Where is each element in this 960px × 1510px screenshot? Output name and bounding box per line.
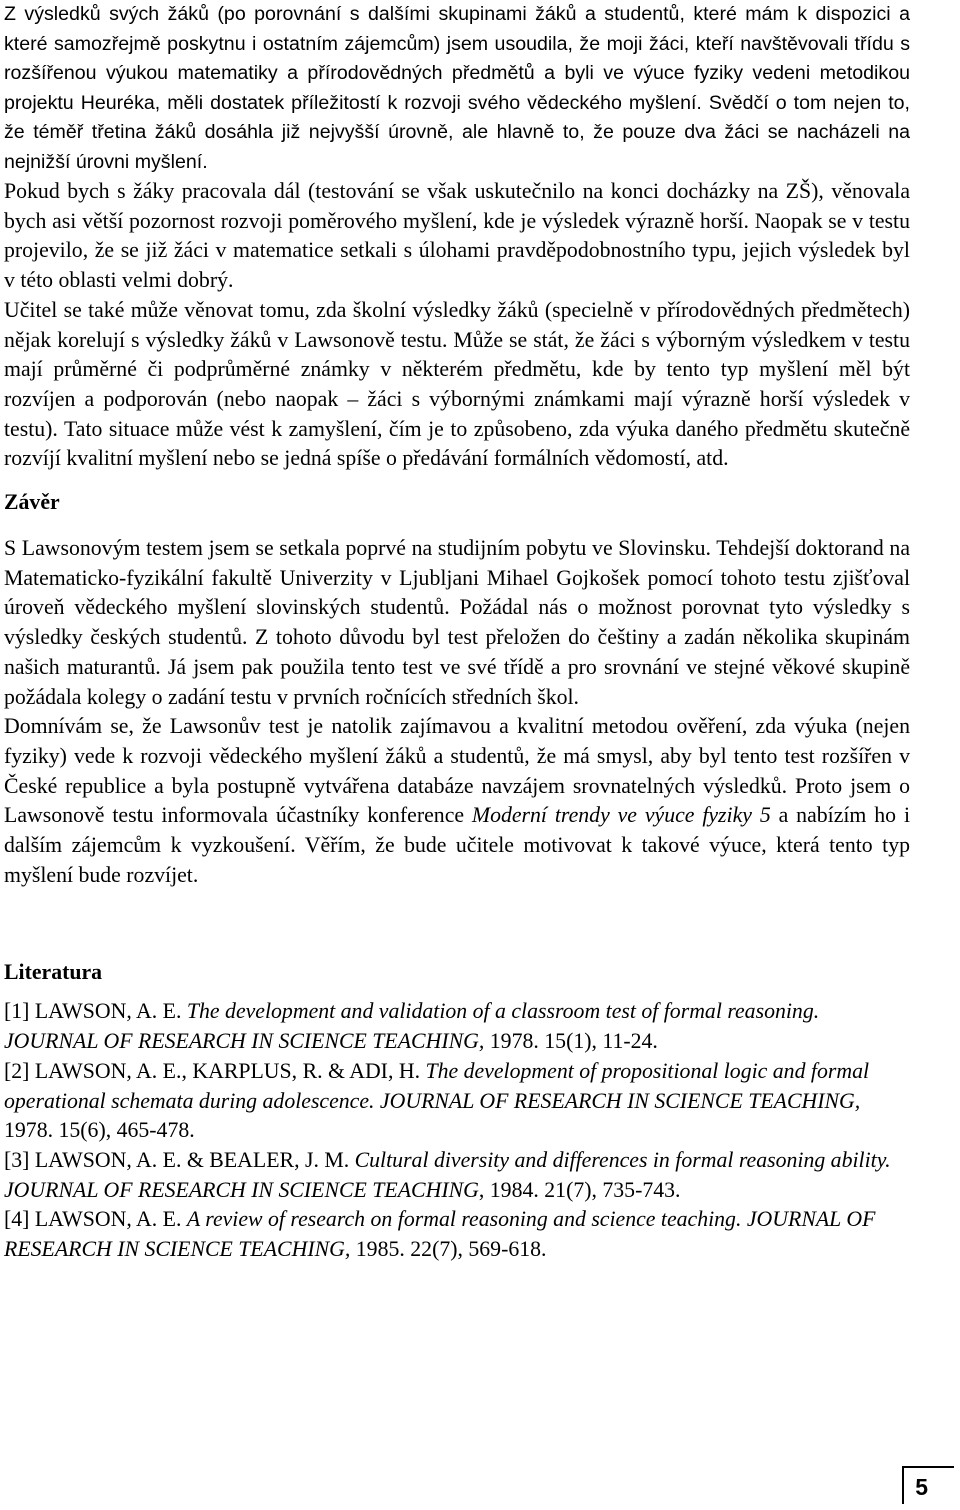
page-number: 5: [902, 1466, 954, 1504]
reference-4-title: A review of research on formal reasoning and science teaching. JOURNAL OF RESEARCH IN SCIENCE TEACHING,: [4, 1207, 876, 1262]
reference-4-details: 1985. 22(7), 569-618.: [350, 1237, 547, 1262]
reference-3-authors: [3] LAWSON, A. E. & BEALER, J. M.: [4, 1147, 355, 1172]
paragraph-conclusion-2: [4, 712, 910, 890]
reference-3-title: Cultural diversity and differences in formal reasoning ability. JOURNAL OF RESEARCH IN SCIENCE TEACHING: [4, 1147, 891, 1202]
paragraph-conclusion-2-part-1: Domnívám se, že Lawsonův test je natolik zajímavou a kvalitní metodou ověření, zda výuka (nejen fyziky) vede k rozvoji vědeckého myšlení žáků a studentů, že má smysl, aby byl tento test rozšířen v České republice a byla postupně vytvářena databáze navzájem srovnatelných výsledků. Proto jsem o Lawsonově testu informovala účastníky konference: [4, 714, 910, 828]
reference-1-title: The development and validation of a classroom test of formal reasoning. JOURNAL OF RESEARCH IN SCIENCE TEACHING,: [4, 999, 820, 1054]
reference-1: [4, 997, 910, 1056]
paragraph-conclusion-2-part-2: a nabízím ho i dalším zájemcům k vyzkoušení. Věřím, že bude učitele motivovat k takové výuce, která tento typ myšlení bude rozvíjet.: [4, 803, 910, 887]
paragraph-results-part-1: Z výsledků svých žáků (po porovnání s dalšími skupinami žáků a studentů, které mám k dispozici a které samozřejmě poskytnu i ostatním zájemcům) jsem usoudila, že moji žáci, kteří navštěvovali třídu s rozšířenou výukou matematiky a přírodovědných předmětů a byli ve výuce fyziky vedeni metodikou projektu Heuréka, měli dostatek příležitostí k rozvoji svého vědeckého myšlení.: [4, 3, 910, 114]
literature-heading: Literatura: [4, 960, 103, 985]
conference-name: Moderní trendy ve výuce fyziky 5: [471, 803, 771, 828]
reference-3-details: , 1984. 21(7), 735-743.: [478, 1177, 681, 1202]
page: [4, 0, 910, 1265]
reference-2: [4, 1057, 910, 1146]
conclusion-heading: Závěr: [4, 490, 60, 515]
reference-2-authors: [2] LAWSON, A. E., KARPLUS, R. & ADI, H.: [4, 1058, 426, 1083]
reference-3: [4, 1146, 910, 1205]
paragraph-results-part-2: Svědčí o tom nejen to, že téměř třetina žáků dosáhla již nejvyšší úrovně, ale hlavně to, že pouze dva žáci se nacházeli na nejnižší úrovni myšlení.: [4, 91, 911, 173]
reference-4-authors: [4] LAWSON, A. E.: [4, 1207, 187, 1232]
reference-4: [4, 1205, 910, 1264]
reference-1-authors: [1] LAWSON, A. E.: [4, 999, 187, 1024]
reference-1-details: 1978. 15(1), 11-24.: [484, 1029, 658, 1054]
reference-2-title: The development of propositional logic and formal operational schemata during adolescence. JOURNAL OF RESEARCH IN SCIENCE TEACHING,: [4, 1058, 870, 1113]
reference-list: [4, 997, 910, 1264]
paragraph-further-work-part-2: Naopak se v testu projevilo, že se již žáci v matematice setkali s úlohami pravděpodobnostního typu, jejich výsledek byl v této oblasti velmi dobrý.: [4, 208, 910, 293]
paragraph-results: [4, 0, 910, 177]
paragraph-teacher: Učitel se také může věnovat tomu, zda školní výsledky žáků (specielně v přírodovědných předmětech) nějak korelují s výsledky žáků v Lawsonově testu. Může se stát, že žáci s výborným výsledkem v testu mají průměrné či podprůměrné známky v některém předmětu, kde by tento typ myšlení měl být rozvíjen a podporován (nebo naopak – žáci s výbornými známkami mají výrazně horší výsledek v testu). Tato situace může vést k zamyšlení, čím je to způsobeno, zda výuka daného předmětu skutečně rozvíjí kvalitní myšlení nebo se jedná spíše o předávání formálních vědomostí, atd.: [4, 297, 910, 471]
paragraph-further-work: [4, 177, 910, 296]
paragraph-further-work-part-1: Pokud bych s žáky pracovala dál (testování se však uskutečnilo na konci docházky na ZŠ), věnovala bych asi větší pozornost rozvoji poměrového myšlení, kde je výsledek výrazně horší.: [4, 179, 910, 233]
reference-2-details: 1978. 15(6), 465-478.: [4, 1118, 195, 1143]
paragraph-conclusion-1: S Lawsonovým testem jsem se setkala poprvé na studijním pobytu ve Slovinsku. Tehdejší doktorand na Matematicko-fyzikální fakultě Univerzity v Ljubljani Mihael Gojkošek pomocí tohoto testu zjišťoval úroveň vědeckého myšlení slovinských studentů. Požádal nás o možnost porovnat tyto výsledky s výsledky českých studentů. Z tohoto důvodu byl test přeložen do češtiny a zadán několika skupinám našich maturantů. Já jsem pak použila tento test ve své třídě a pro srovnání ve stejné věkové skupině požádala kolegy o zadání testu v prvních ročnících středních škol.: [4, 536, 910, 709]
